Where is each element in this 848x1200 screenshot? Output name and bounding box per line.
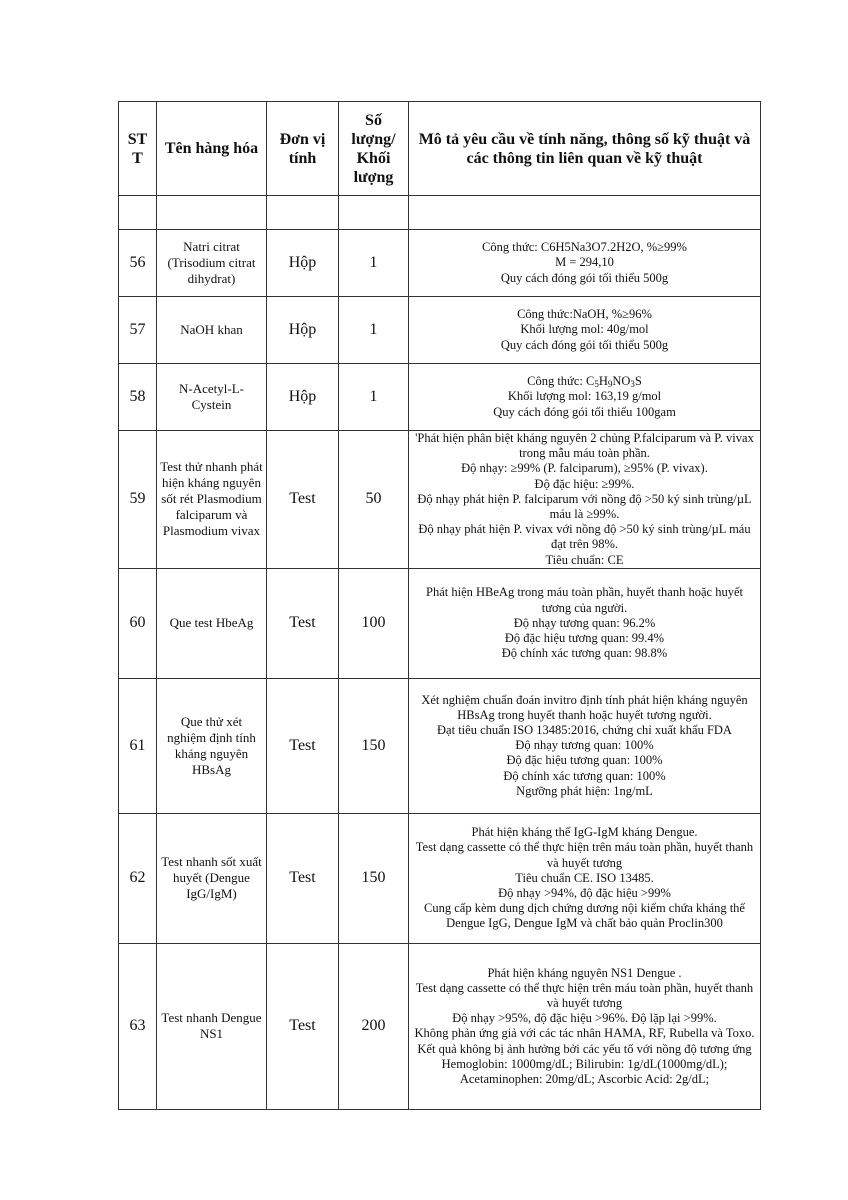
description-line: Tiêu chuẩn CE. ISO 13485. [515, 870, 654, 885]
description-line: Quy cách đóng gói tối thiểu 500g [500, 270, 669, 285]
header-desc: Mô tả yêu cầu về tính năng, thông số kỹ thuật và các thông tin liên quan về kỹ thuật [409, 102, 761, 196]
description-line: Độ chính xác tương quan: 100% [503, 768, 666, 783]
description-line: Độ nhạy >94%, độ đặc hiệu >99% [498, 885, 671, 900]
cell-stt: 62 [119, 813, 157, 943]
cell-name: Que thử xét nghiệm định tính kháng nguyên HBsAg [157, 678, 267, 813]
cell-qty: 200 [339, 943, 409, 1109]
table-row [119, 431, 761, 569]
description-line: Độ đặc hiệu tương quan: 99.4% [504, 630, 665, 645]
description-line: Ngưỡng phát hiện: 1ng/mL [516, 783, 653, 798]
cell-name: Test thử nhanh phát hiện kháng nguyên sốt rét Plasmodium falciparum và Plasmodium vivax [157, 431, 267, 569]
cell-description [409, 568, 761, 678]
description-line: Khối lượng mol: 163,19 g/mol [507, 389, 662, 404]
description-line: Công thức: $C_5H_9NO_3S$ [527, 374, 642, 390]
cell-description [409, 297, 761, 364]
cell-unit: Test [267, 431, 339, 569]
header-row [119, 102, 761, 196]
description-line: Cung cấp kèm dung dịch chứng dương nội kiểm chứa kháng thể Dengue IgG, Dengue IgM và chất bảo quản Proclin300 [424, 901, 745, 931]
table-row [119, 678, 761, 813]
description-line: Đạt tiêu chuẩn ISO 13485:2016, chứng chỉ xuất khẩu FDA [437, 723, 732, 738]
cell-name: Test nhanh Dengue NS1 [157, 943, 267, 1109]
description-line: Độ nhạy phát hiện P. vivax với nồng độ >50 ký sinh trùng/µL máu đạt trên 98%. [418, 522, 751, 552]
cell-unit: Hộp [267, 364, 339, 431]
cell-description [409, 364, 761, 431]
table-row [119, 364, 761, 431]
cell-description [409, 431, 761, 569]
description-line: Quy cách đóng gói tối thiểu 500g [500, 337, 669, 352]
description-line: M = 294,10 [555, 255, 614, 270]
cell-stt: 60 [119, 568, 157, 678]
description-line: Công thức:NaOH, %≥96% [517, 307, 652, 322]
cell-qty: 150 [339, 678, 409, 813]
table-row [119, 943, 761, 1109]
cell-name: Que test HbeAg [157, 568, 267, 678]
description-line: Công thức: C6H5Na3O7.2H2O, %≥99% [482, 240, 687, 255]
header-name: Tên hàng hóa [157, 102, 267, 196]
cell-qty: 150 [339, 813, 409, 943]
cell-unit: Test [267, 568, 339, 678]
cell-qty: 100 [339, 568, 409, 678]
cell-description [409, 230, 761, 297]
cell-qty: 50 [339, 431, 409, 569]
cell-qty: 1 [339, 297, 409, 364]
description-line: Khối lượng mol: 40g/mol [520, 322, 649, 337]
description-line: Phát hiện kháng nguyên NS1 Dengue . [487, 965, 682, 980]
cell-stt: 63 [119, 943, 157, 1109]
description-line: Test dạng cassette có thể thực hiện trên máu toàn phần, huyết thanh và huyết tương [415, 980, 754, 1010]
description-line: Độ nhạy tương quan: 96.2% [513, 615, 656, 630]
cell-unit: Test [267, 943, 339, 1109]
description-line: Độ chính xác tương quan: 98.8% [501, 646, 668, 661]
cell-qty: 1 [339, 230, 409, 297]
table-row [119, 813, 761, 943]
cell-qty: 1 [339, 364, 409, 431]
cell-stt: 58 [119, 364, 157, 431]
cell-unit: Test [267, 678, 339, 813]
description-line: Không phản ứng giả với các tác nhân HAMA, RF, Rubella và Toxo. [414, 1026, 755, 1041]
cell-unit: Hộp [267, 230, 339, 297]
cell-name: Test nhanh sốt xuất huyết (Dengue IgG/IgM) [157, 813, 267, 943]
description-line: Độ nhạy phát hiện P. falciparum với nồng độ >50 ký sinh trùng/µL máu là ≥99%. [417, 491, 752, 522]
table-row [119, 297, 761, 364]
description-line: Độ đặc hiệu tương quan: 100% [506, 753, 663, 768]
description-line: Độ nhạy: ≥99% (P. falciparum), ≥95% (P. vivax). [461, 461, 708, 476]
cell-name: NaOH khan [157, 297, 267, 364]
blank-row [119, 196, 761, 230]
cell-stt: 61 [119, 678, 157, 813]
cell-description [409, 813, 761, 943]
description-line: Tiêu chuẩn: CE [545, 552, 624, 567]
description-line: Độ đặc hiệu: ≥99%. [534, 476, 635, 491]
cell-unit: Hộp [267, 297, 339, 364]
table-row [119, 568, 761, 678]
header-stt: ST T [119, 102, 157, 196]
description-line: Phát hiện HBeAg trong máu toàn phần, huyết thanh hoặc huyết tương của người. [426, 585, 743, 615]
specification-table [118, 101, 761, 1110]
cell-unit: Test [267, 813, 339, 943]
description-line: Độ nhạy >95%, độ đặc hiệu >96%. Độ lặp lại >99%. [452, 1011, 717, 1026]
description-line: Test dạng cassette có thể thực hiện trên máu toàn phần, huyết thanh và huyết tương [415, 840, 754, 870]
table-row [119, 230, 761, 297]
cell-description [409, 943, 761, 1109]
description-line: Quy cách đóng gói tối thiểu 100gam [493, 404, 676, 419]
header-unit: Đơn vị tính [267, 102, 339, 196]
description-line: 'Phát hiện phân biệt kháng nguyên 2 chủng P.falciparum và P. vivax trong mẫu máu toàn phần. [415, 431, 754, 461]
description-line: Xét nghiệm chuẩn đoán invitro định tính phát hiện kháng nguyên HBsAg trong huyết thanh hoặc huyết tương người. [421, 692, 748, 722]
description-line: Độ nhạy tương quan: 100% [515, 738, 654, 753]
cell-stt: 59 [119, 431, 157, 569]
cell-stt: 57 [119, 297, 157, 364]
description-line: Kết quả không bị ảnh hưởng bởi các yếu tố với nồng độ tương ứng Hemoglobin: 1000mg/dL; Bilirubin: 1g/dL(1000mg/dL); Acetaminophen: 20mg/dL; Ascorbic Acid: 2g/dL; [417, 1041, 752, 1086]
cell-description [409, 678, 761, 813]
cell-stt: 56 [119, 230, 157, 297]
description-line: Phát hiện kháng thể IgG-IgM kháng Dengue. [471, 825, 698, 840]
header-qty: Số lượng/ Khối lượng [339, 102, 409, 196]
cell-name: Natri citrat (Trisodium citrat dihydrat) [157, 230, 267, 297]
cell-name: N-Acetyl-L-Cystein [157, 364, 267, 431]
